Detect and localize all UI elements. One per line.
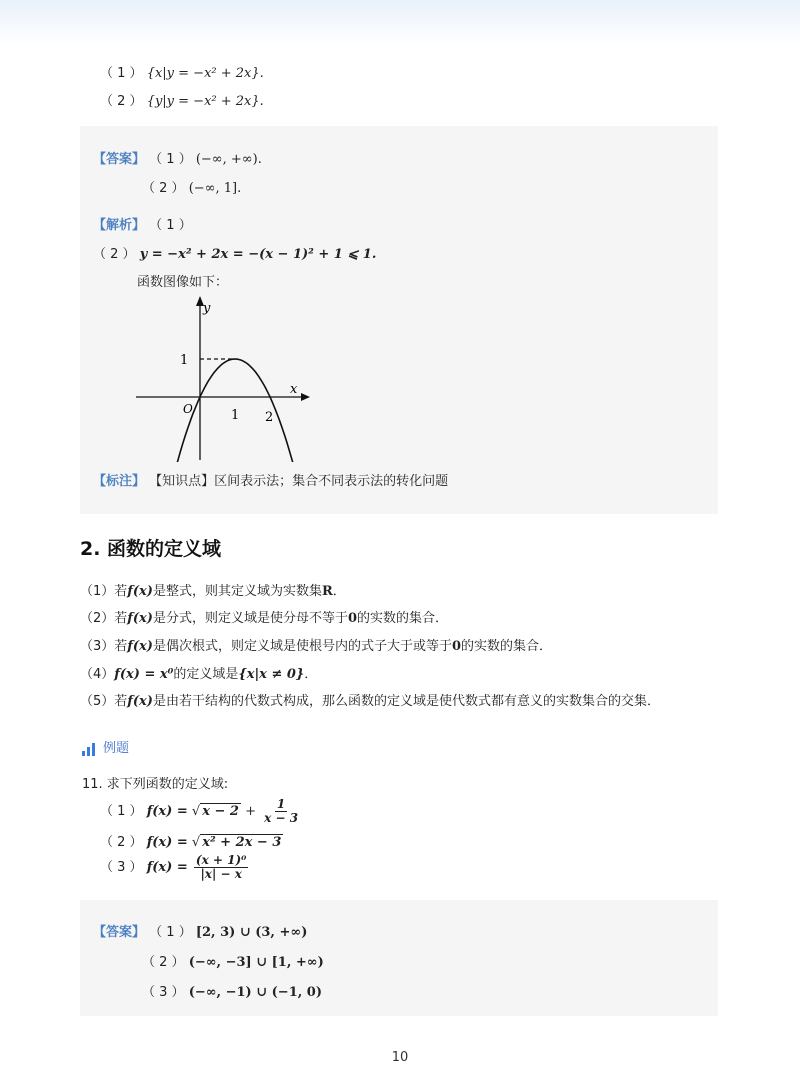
answer2-line-3: （ 3 ） (−∞, −1) ∪ (−1, 0)	[142, 985, 322, 1000]
tick-x1-label: 1	[231, 408, 240, 423]
answer-line-2: （ 2 ） (−∞, 1].	[142, 181, 242, 196]
tick-y1-label: 1	[180, 353, 189, 368]
bar-chart-icon	[82, 742, 95, 756]
answer2-line-2: （ 2 ） (−∞, −3] ∪ [1, +∞)	[142, 955, 324, 970]
answer-tag: 【答案】	[93, 152, 146, 167]
example-header: 例题	[82, 737, 129, 756]
problem-11-item-3: （ 3 ） f(x) = $\frac{\text{(x + 1)⁰}}{|x| - x}$	[100, 853, 247, 881]
answer-line-1: 【答案】 （ 1 ） (−∞, +∞).	[93, 152, 262, 167]
section-title: 2. 函数的定义域	[80, 538, 222, 560]
rule-item-4: （4）f(x) = x⁰的定义域是{x|x ≠ 0}．	[80, 667, 318, 682]
page-number: 10	[391, 1050, 409, 1065]
rule-item-5: （5）若f(x)是由若干结构的代数式构成，那么函数的定义域是使代数式都有意义的实数集合的交集．	[80, 694, 660, 709]
prev-item-2: （ 2 ） {y|y = −x² + 2x}.	[100, 94, 264, 109]
x-axis-label: x	[290, 382, 298, 397]
x-axis-arrow	[301, 393, 310, 401]
parabola-graph	[130, 292, 320, 462]
problem-11-stem: 11. 求下列函数的定义域:	[82, 777, 229, 792]
origin-label: O	[183, 402, 193, 416]
problem-11-item-2: （ 2 ） f(x) = √ x² + 2x − 3	[100, 835, 282, 850]
analysis-line-1: 【解析】 （ 1 ）	[93, 218, 192, 233]
prev-item-1: （ 1 ） {x|y = −x² + 2x}.	[100, 66, 264, 81]
rule-item-1: （1）若f(x)是整式，则其定义域为实数集R．	[80, 584, 346, 599]
answer2-tag: 【答案】	[93, 925, 146, 940]
note-line: 【标注】 【知识点】区间表示法；集合不同表示法的转化问题	[93, 474, 449, 489]
y-axis-label: y	[203, 301, 211, 316]
analysis-line-2: （ 2 ） y = −x² + 2x = −(x − 1)² + 1 ⩽ 1.	[93, 247, 377, 262]
tick-x2-label: 2	[265, 410, 274, 425]
rule-item-2: （2）若f(x)是分式，则定义域是使分母不等于0的实数的集合．	[80, 611, 449, 626]
header-banner	[0, 0, 800, 44]
problem-11-item-1: （ 1 ） f(x) = √ x − 2 + $\frac{1}{x - 3}$	[100, 797, 299, 825]
analysis-tag: 【解析】	[93, 218, 146, 233]
rule-item-3: （3）若f(x)是偶次根式，则定义域是使根号内的式子大于或等于0的实数的集合．	[80, 639, 553, 654]
note-tag: 【标注】	[93, 474, 146, 489]
graph-intro: 函数图像如下：	[137, 275, 229, 290]
answer2-line-1: 【答案】 （ 1 ） [2, 3) ∪ (3, +∞)	[93, 925, 308, 940]
